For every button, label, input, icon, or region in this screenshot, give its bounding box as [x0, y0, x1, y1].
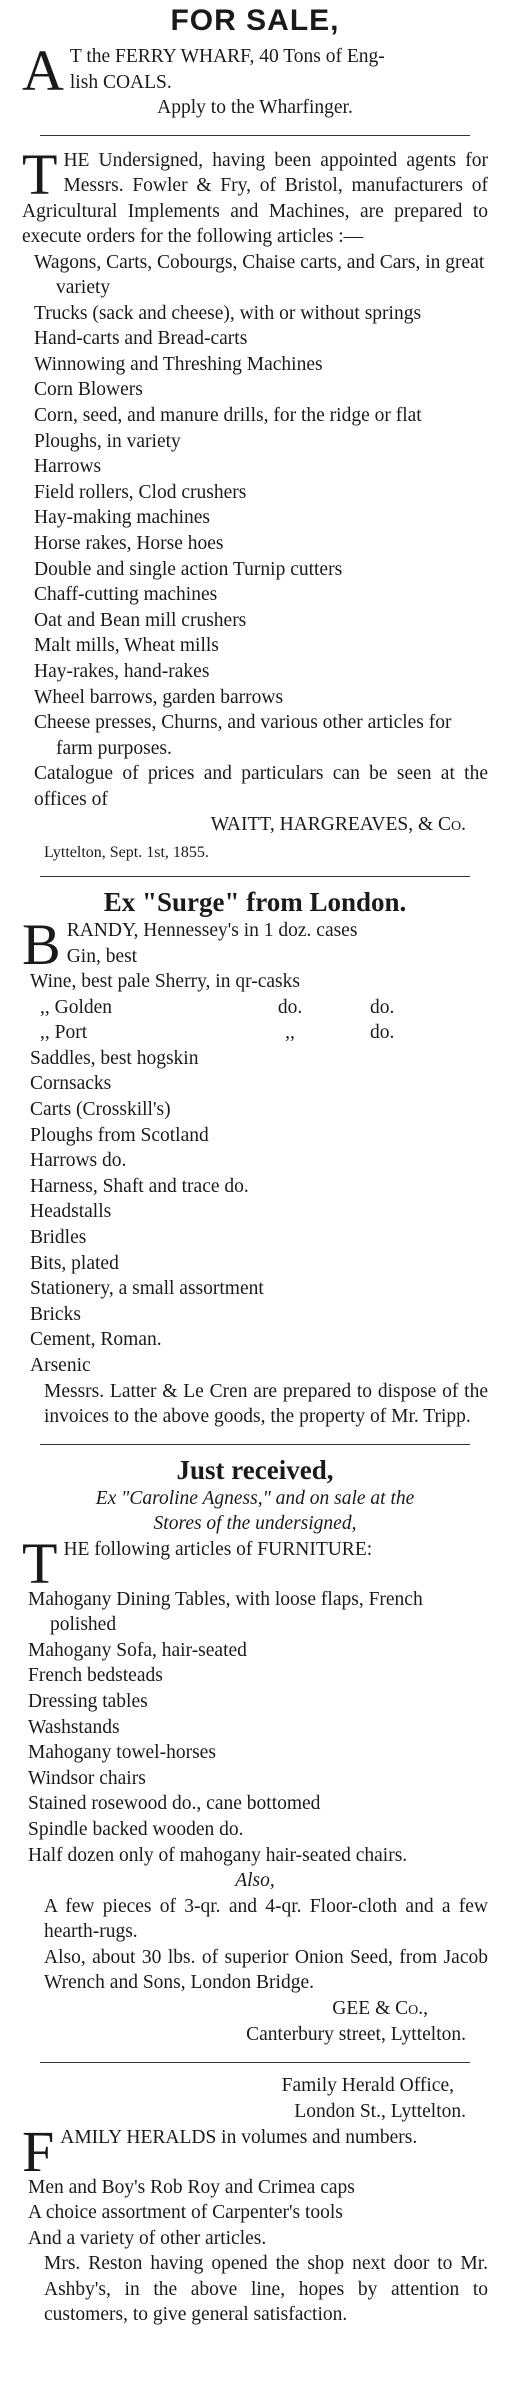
ditto-cell: ,, — [285, 1022, 295, 1044]
list-item: Half dozen only of mahogany hair-seated chairs. — [28, 1844, 408, 1866]
list-item: Hay-making machines — [34, 507, 210, 529]
list-item: Field rollers, Clod crushers — [34, 481, 247, 503]
dateline: Lyttelton, Sept. 1st, 1855. — [44, 844, 209, 862]
list-item: Winnowing and Threshing Machines — [34, 353, 323, 375]
list-item: Oat and Bean mill crushers — [34, 609, 247, 631]
list-item: Washstands — [28, 1716, 120, 1738]
ditto-cell: ,, Port — [40, 1022, 88, 1044]
divider — [40, 876, 470, 877]
ad-body — [22, 912, 488, 1046]
ditto-row — [22, 995, 488, 1021]
list-item: Mahogany towel-horses — [28, 1742, 216, 1764]
divider — [40, 2062, 470, 2063]
list-item: Double and single action Turnip cutters — [34, 558, 343, 580]
intro-text: HE following articles of FURNITURE: — [63, 1538, 373, 1560]
closing-text: Mrs. Reston having opened the shop next door to Mr. Ashby's, in the above line, hopes by attention to customers, to give general satisfaction. — [44, 2253, 488, 2326]
ditto-cell: do. — [370, 1022, 395, 1044]
intro-text: AMILY HERALDS in volumes and numbers. — [60, 2126, 418, 2148]
list-item: Hand-carts and Bread-carts — [34, 328, 248, 350]
list-item: Mahogany Sofa, hair-seated — [28, 1639, 247, 1661]
list-item: Men and Boy's Rob Roy and Crimea caps — [28, 2176, 355, 2198]
address: Canterbury street, Lyttelton. — [246, 2023, 466, 2045]
list-item: Harrows — [34, 456, 102, 478]
list-item: Cement, Roman. — [30, 1329, 162, 1351]
list-item: Bricks — [30, 1303, 81, 1325]
ad-furniture — [22, 1455, 488, 2063]
list-item: French bedsteads — [28, 1665, 163, 1687]
also-item: Also, about 30 lbs. of superior Onion Seed, from Jacob Wrench and Sons, London Bridge. — [44, 1946, 488, 1994]
office-line: Family Herald Office, — [281, 2074, 454, 2096]
list-item: Saddles, best hogskin — [30, 1047, 199, 1069]
intro-text: HE Undersigned, having been appointed agents for Messrs. Fowler & Fry, of Bristol, manufacturers of Agricultural Implements and Machines, are prepared to execute orders for the following articles :— — [22, 149, 488, 247]
ad-family-herald — [22, 2073, 488, 2328]
list-item: Bridles — [30, 1227, 87, 1249]
list-item: Corn, seed, and manure drills, for the ridge or flat — [34, 405, 422, 427]
list-item: Harness, Shaft and trace do. — [30, 1175, 249, 1197]
signature: GEE & Co., — [332, 1997, 428, 2019]
ad-line: Apply to the Wharfinger. — [157, 97, 353, 118]
list-item: Mahogany Dining Tables, with loose flaps, French polished — [28, 1588, 423, 1636]
list-item: Trucks (sack and cheese), with or without springs — [34, 302, 422, 324]
divider — [40, 1444, 470, 1445]
list-item: Dressing tables — [28, 1690, 148, 1712]
list-item: Arsenic — [30, 1355, 91, 1376]
signature: WAITT, HARGREAVES, & Co. — [210, 814, 466, 836]
ad-body — [22, 38, 488, 121]
list-item: Windsor chairs — [28, 1767, 146, 1789]
catalogue-note: Catalogue of prices and particulars can be seen at the offices of — [34, 763, 488, 810]
drop-cap: A — [22, 38, 64, 103]
ad-line: RANDY, Hennessey's in 1 doz. cases — [66, 920, 358, 942]
ditto-cell: do. — [277, 996, 303, 1018]
list-item: Chaff-cutting machines — [34, 584, 218, 606]
ad-title: FOR SALE, — [170, 4, 340, 37]
ad-title: Just received, — [176, 1454, 334, 1485]
office-line: London St., Lyttelton. — [294, 2100, 466, 2122]
surge-list — [30, 1046, 488, 1379]
also-heading: Also, — [235, 1870, 275, 1892]
also-item: A few pieces of 3-qr. and 4-qr. Floor-cloth and a few hearth-rugs. — [44, 1895, 488, 1943]
family-list — [28, 2175, 488, 2252]
drop-cap: B — [22, 912, 61, 978]
ad-surge — [22, 887, 488, 1444]
list-item: Headstalls — [30, 1201, 112, 1223]
divider — [40, 135, 470, 136]
drop-cap: T — [22, 1530, 58, 1596]
ditto-cell: ,, Golden — [40, 996, 113, 1018]
list-item: Ploughs, in variety — [34, 430, 181, 452]
surge-footer: Messrs. Latter & Le Cren are prepared to dispose of the invoices to the above goods, the property of Mr. Tripp. — [44, 1380, 488, 1428]
list-item: Cornsacks — [30, 1073, 112, 1095]
ad-line: Wine, best pale Sherry, in qr-casks — [30, 971, 300, 993]
list-item: Corn Blowers — [34, 379, 143, 401]
list-item: Stained rosewood do., cane bottomed — [28, 1793, 321, 1815]
ad-intro — [22, 141, 488, 250]
furniture-list — [28, 1587, 488, 1869]
drop-cap: F — [22, 2118, 55, 2184]
ditto-row — [22, 1020, 488, 1046]
drop-cap: T — [22, 141, 58, 207]
ad-line: lish COALS. — [69, 71, 172, 93]
list-item: Cheese presses, Churns, and various other articles for farm purposes. — [34, 712, 452, 759]
list-item: A choice assortment of Carpenter's tools — [28, 2202, 343, 2224]
list-item: Wheel barrows, garden barrows — [34, 686, 284, 708]
ad-line: T the FERRY WHARF, 40 Tons of Eng- — [69, 46, 385, 67]
list-item: Wagons, Carts, Cobourgs, Chaise carts, and Cars, in great variety — [34, 251, 485, 299]
ad-title: Ex "Surge" from London. — [103, 887, 407, 918]
list-item: Ploughs from Scotland — [30, 1124, 209, 1146]
ad-intro — [22, 1530, 488, 1596]
ad-implements — [22, 141, 488, 878]
list-item: Stationery, a small assortment — [30, 1278, 264, 1300]
list-item: Bits, plated — [30, 1252, 119, 1274]
ad-intro — [22, 2118, 488, 2184]
ad-subtitle: Stores of the undersigned, — [153, 1513, 357, 1535]
ad-coals — [22, 0, 488, 136]
list-item: Carts (Crosskill's) — [30, 1099, 171, 1121]
list-item: And a variety of other articles. — [28, 2227, 267, 2249]
list-item: Hay-rakes, hand-rakes — [34, 661, 210, 682]
ad-subtitle: Ex "Caroline Agness," and on sale at the — [95, 1487, 415, 1509]
list-item: Harrows do. — [30, 1150, 127, 1172]
ditto-cell: do. — [370, 996, 395, 1018]
list-item: Spindle backed wooden do. — [28, 1818, 244, 1840]
ad-line: Gin, best — [66, 945, 138, 967]
list-item: Horse rakes, Horse hoes — [34, 533, 224, 555]
implements-list — [34, 250, 488, 762]
list-item: Malt mills, Wheat mills — [34, 635, 219, 657]
